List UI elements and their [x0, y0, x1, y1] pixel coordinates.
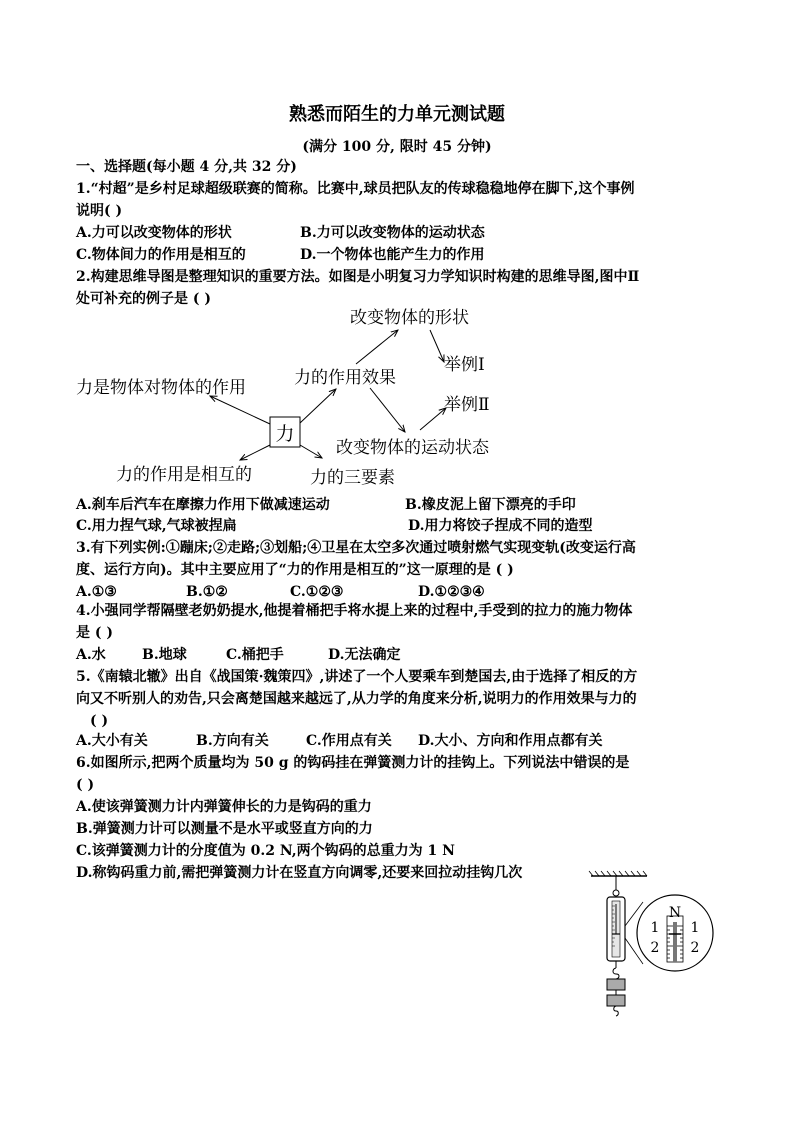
q6-stem-line1: 6.如图所示,把两个质量均为 50 g 的钩码挂在弹簧测力计的挂钩上。下列说法中错误的是	[76, 755, 630, 771]
mind-map-node-mutual: 力的作用是相互的	[116, 465, 252, 485]
hook-weight-2	[607, 995, 625, 1006]
arrow-to-left-node	[210, 396, 270, 424]
arrow-to-motion	[370, 388, 405, 432]
scale-left-label-1: 1	[650, 920, 660, 936]
arrow-to-example2	[420, 408, 446, 430]
q2-stem-line2: 处可补充的例子是 ( )	[76, 291, 211, 307]
q5-option-c: C.作用点有关	[306, 733, 392, 749]
mind-map-diagram	[60, 300, 540, 495]
q1-option-d: D.一个物体也能产生力的作用	[300, 247, 485, 263]
q1-option-a: A.力可以改变物体的形状	[76, 225, 232, 241]
q2-option-b: B.橡皮泥上留下漂亮的手印	[405, 497, 576, 513]
scale-left-label-2: 2	[650, 940, 660, 956]
q5-stem-line1: 5.《南辕北辙》出自《战国策·魏策四》,讲述了一个人要乘车到楚国去,由于选择了相反的方	[76, 669, 638, 685]
q2-option-a: A.刹车后汽车在摩擦力作用下做减速运动	[76, 497, 330, 513]
q4-option-d: D.无法确定	[328, 647, 401, 663]
q2-stem-line1: 2.构建思维导图是整理知识的重要方法。如图是小明复习力学知识时构建的思维导图,图中Ⅱ	[76, 269, 640, 285]
q4-stem-line1: 4.小强同学帮隔壁老奶奶提水,他提着桶把手将水提上来的过程中,手受到的拉力的施力物体	[76, 603, 633, 619]
section-heading: 一、选择题(每小题 4 分,共 32 分)	[76, 159, 297, 175]
q5-option-d: D.大小、方向和作用点都有关	[418, 733, 603, 749]
hook-weight-1	[607, 979, 625, 990]
bottom-hook	[614, 1006, 619, 1016]
scale-right-label-1: 1	[690, 920, 700, 936]
hanger-ring	[613, 890, 619, 896]
scale-right-label-2: 2	[690, 940, 700, 956]
q4-option-a: A.水	[76, 647, 106, 663]
q5-stem-line3: ( )	[90, 713, 109, 729]
q6-stem-line2: ( )	[76, 777, 95, 793]
hook	[613, 968, 619, 979]
arrow-to-three-elements	[300, 445, 322, 458]
magnified-spring	[673, 922, 677, 962]
q5-option-a: A.大小有关	[76, 733, 148, 749]
mind-map-node-three-elements: 力的三要素	[310, 468, 395, 488]
q1-stem-line2: 说明( )	[76, 203, 123, 219]
mind-map-node-shape: 改变物体的形状	[350, 308, 469, 328]
arrow-to-mutual	[240, 445, 270, 460]
mind-map-node-example2: 举例Ⅱ	[444, 395, 490, 415]
q4-stem-line2: 是 ( )	[76, 625, 113, 641]
q3-option-c: C.①②③	[290, 584, 344, 600]
arrow-to-shape	[356, 330, 398, 364]
q2-option-c: C.用力捏气球,气球被捏扁	[76, 518, 237, 534]
q3-option-a: A.①③	[76, 584, 117, 600]
mind-map-center: 力	[275, 423, 295, 445]
scale-unit-label: N	[668, 905, 682, 921]
q4-option-b: B.地球	[142, 647, 187, 663]
mind-map-node-left: 力是物体对物体的作用	[76, 378, 246, 398]
arrow-to-example1	[430, 330, 444, 362]
q2-option-d: D.用力将饺子捏成不同的造型	[408, 518, 593, 534]
page-title: 熟悉而陌生的力单元测试题	[289, 104, 505, 125]
q6-option-c: C.该弹簧测力计的分度值为 0.2 N,两个钩码的总重力为 1 N	[76, 843, 455, 859]
q3-option-b: B.①②	[186, 584, 228, 600]
q6-option-a: A.使该弹簧测力计内弹簧伸长的力是钩码的重力	[76, 799, 372, 815]
mind-map-node-example1: 举例Ⅰ	[444, 355, 485, 375]
q1-option-c: C.物体间力的作用是相互的	[76, 247, 246, 263]
q6-option-b: B.弹簧测力计可以测量不是水平或竖直方向的力	[76, 821, 373, 837]
mind-map-node-effect: 力的作用效果	[294, 368, 396, 388]
q5-option-b: B.方向有关	[196, 733, 269, 749]
q3-stem-line2: 度、运行方向)。其中主要应用了“力的作用是相互的”这一原理的是 ( )	[76, 562, 514, 578]
mind-map-node-motion: 改变物体的运动状态	[336, 438, 489, 458]
q3-stem-line1: 3.有下列实例:①蹦床;②走路;③划船;④卫星在太空多次通过喷射燃气实现变轨(改变运行高	[76, 540, 636, 556]
q1-stem-line1: 1.“村超”是乡村足球超级联赛的简称。比赛中,球员把队友的传球稳稳地停在脚下,这个事例	[76, 181, 635, 197]
page-subtitle: (满分 100 分, 限时 45 分钟)	[302, 139, 492, 155]
q1-option-b: B.力可以改变物体的运动状态	[300, 225, 485, 241]
q5-stem-line2: 向又不听别人的劝告,只会离楚国越来越远了,从力学的角度来分析,说明力的作用效果与力的	[76, 691, 637, 707]
q3-option-d: D.①②③④	[418, 584, 485, 600]
q6-option-d: D.称钩码重力前,需把弹簧测力计在竖直方向调零,还要来回拉动挂钩几次	[76, 865, 523, 881]
arrow-to-effect	[300, 389, 336, 423]
spring-balance-figure	[585, 868, 715, 1023]
q4-option-c: C.桶把手	[226, 647, 284, 663]
